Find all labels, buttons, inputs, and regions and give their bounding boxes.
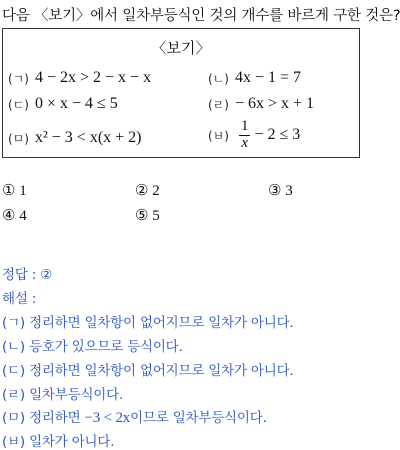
line-label: (ㅁ) bbox=[2, 410, 25, 426]
examples-box bbox=[2, 28, 360, 158]
example-item-1 bbox=[8, 69, 151, 87]
item-label: (ㅁ) bbox=[8, 131, 29, 146]
choice-5[interactable]: ⑤ 5 bbox=[135, 208, 160, 224]
fraction-denominator: x bbox=[241, 134, 249, 151]
line-label: (ㅂ) bbox=[2, 434, 25, 450]
item-expression: − 6x > x + 1 bbox=[234, 95, 315, 112]
line-text: 등호가 있으므로 등식이다. bbox=[29, 339, 183, 355]
explanation-line-1 bbox=[2, 311, 294, 331]
line-label: (ㄷ) bbox=[2, 363, 25, 379]
item-label: (ㄷ) bbox=[8, 97, 29, 112]
item-expression: − 2 ≤ 3 bbox=[254, 126, 301, 144]
line-text: 일차부등식이다. bbox=[29, 387, 124, 403]
example-item-2 bbox=[208, 69, 301, 87]
item-label: (ㄹ) bbox=[208, 97, 229, 112]
explanation-line-5 bbox=[2, 406, 267, 427]
example-item-5 bbox=[8, 129, 142, 147]
explanation-line-4 bbox=[2, 383, 123, 403]
choice-3[interactable]: ③ 3 bbox=[268, 183, 293, 199]
line-text: 일차가 아니다. bbox=[29, 434, 115, 450]
choice-2[interactable]: ② 2 bbox=[135, 183, 160, 199]
line-text-before: 정리하면 bbox=[29, 410, 81, 426]
item-expression: x² − 3 < x(x + 2) bbox=[34, 129, 142, 146]
explanation-line-6 bbox=[2, 430, 114, 450]
item-expression: 4 − 2x > 2 − x − x bbox=[34, 69, 152, 86]
choice-1[interactable]: ① 1 bbox=[2, 183, 27, 199]
line-text: 정리하면 일차항이 없어지므로 일차가 아니다. bbox=[29, 315, 294, 331]
item-expression: 0 × x − 4 ≤ 5 bbox=[34, 95, 118, 112]
item-expression: 4x − 1 = 7 bbox=[234, 69, 302, 86]
item-label: (ㄴ) bbox=[208, 71, 229, 86]
answer-label: 정답 : ② bbox=[2, 267, 53, 283]
item-label: (ㅂ) bbox=[208, 128, 229, 143]
line-text-after: 이므로 일차부등식이다. bbox=[130, 410, 267, 426]
question-text: 다음 〈보기〉에서 일차부등식인 것의 개수를 바르게 구한 것은? bbox=[2, 8, 400, 24]
line-label: (ㄹ) bbox=[2, 387, 25, 403]
line-math: −3 < 2x bbox=[84, 410, 131, 426]
example-item-3 bbox=[8, 95, 118, 113]
fraction bbox=[239, 119, 251, 152]
item-label: (ㄱ) bbox=[8, 71, 29, 86]
line-label: (ㄴ) bbox=[2, 339, 25, 355]
explanation-label: 해설 : bbox=[2, 291, 37, 307]
example-item-6 bbox=[208, 119, 300, 152]
example-item-4 bbox=[208, 95, 314, 113]
line-label: (ㄱ) bbox=[2, 315, 25, 331]
explanation-line-2 bbox=[2, 335, 183, 355]
explanation-line-3 bbox=[2, 359, 294, 379]
fraction-numerator: 1 bbox=[240, 118, 249, 134]
line-text: 정리하면 일차항이 없어지므로 일차가 아니다. bbox=[29, 363, 294, 379]
choice-4[interactable]: ④ 4 bbox=[2, 208, 27, 224]
box-title: 〈보기〉 bbox=[151, 39, 211, 57]
